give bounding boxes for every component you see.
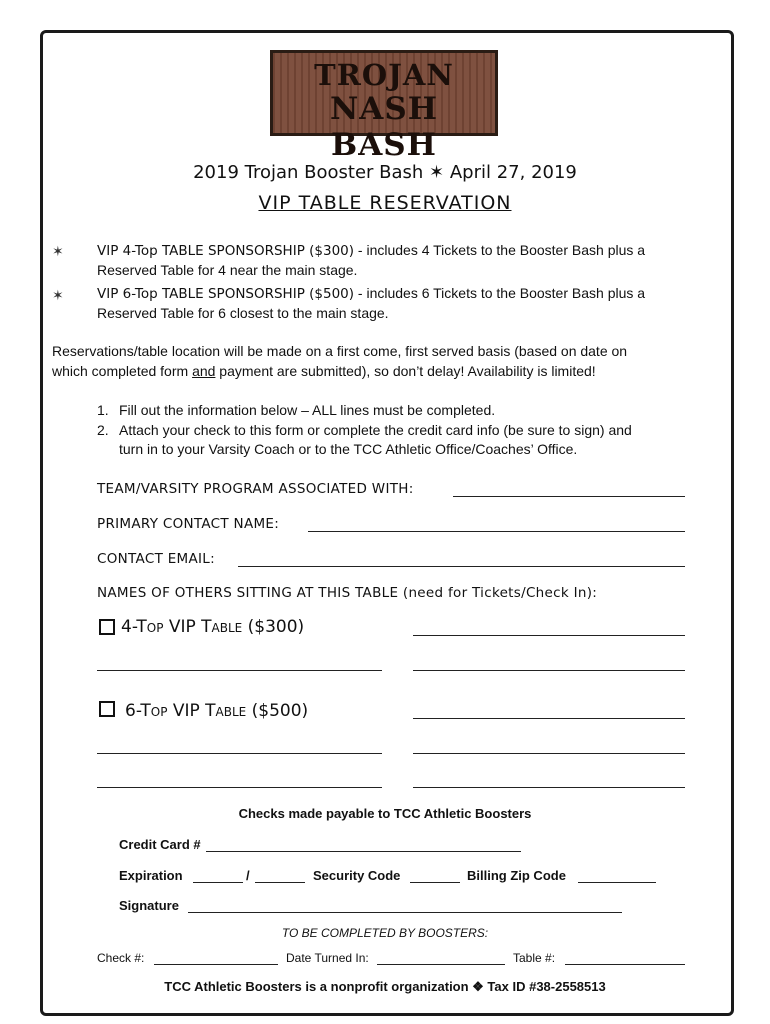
date-turned-in-label: Date Turned In: <box>286 951 369 965</box>
team-program-field[interactable] <box>453 496 685 497</box>
6top-table-label: 6-Top VIP Table ($500) <box>125 701 309 721</box>
guest-name-field[interactable] <box>413 753 685 754</box>
billing-zip-field[interactable] <box>578 882 656 883</box>
sponsorship-6top-desc: - includes 6 Tickets to the Booster Bash plus a <box>357 285 646 301</box>
guest-name-field[interactable] <box>413 718 685 719</box>
event-date-line: 2019 Trojan Booster Bash ✶ April 27, 2019 <box>193 162 577 183</box>
step-2-text-cont: turn in to your Varsity Coach or to the TCC Athletic Office/Coaches’ Office. <box>119 441 578 457</box>
star-bullet-icon: ✶ <box>52 243 64 259</box>
expiration-month-field[interactable] <box>193 882 243 883</box>
team-program-label: TEAM/VARSITY PROGRAM ASSOCIATED WITH: <box>97 481 414 497</box>
signature-field[interactable] <box>188 912 622 913</box>
credit-card-field[interactable] <box>206 851 521 852</box>
check-number-field[interactable] <box>154 964 278 965</box>
expiration-label: Expiration <box>119 868 183 883</box>
sponsorship-6top-line2: Reserved Table for 6 closest to the main stage. <box>97 305 389 321</box>
sponsorship-4top-line1 <box>97 242 645 259</box>
logo-line-1: TROJAN <box>314 58 454 92</box>
guest-name-field[interactable] <box>97 787 382 788</box>
sponsorship-4top-name: VIP 4-Top TABLE SPONSORSHIP ($300) <box>97 243 355 259</box>
credit-card-label: Credit Card # <box>119 837 201 852</box>
contact-email-label: CONTACT EMAIL: <box>97 551 215 567</box>
page-title: VIP TABLE RESERVATION <box>258 192 512 214</box>
guest-name-field[interactable] <box>97 670 382 671</box>
reservation-note-emphasis: and <box>192 363 216 379</box>
expiration-slash: / <box>246 868 250 883</box>
reservation-note-c: payment are submitted), so don’t delay! Availability is limited! <box>215 363 596 379</box>
footer-nonprofit: TCC Athletic Boosters is a nonprofit organization ❖ Tax ID #38-2558513 <box>164 979 606 994</box>
step-1-number: 1. <box>97 402 109 418</box>
checks-payable-note: Checks made payable to TCC Athletic Boosters <box>238 806 532 821</box>
reservation-note-a: which completed form <box>52 363 193 379</box>
sponsorship-6top-name: VIP 6-Top TABLE SPONSORSHIP ($500) <box>97 286 355 302</box>
guest-name-field[interactable] <box>97 753 382 754</box>
step-2-text: Attach your check to this form or complete the credit card info (be sure to sign) and <box>119 422 632 438</box>
security-code-label: Security Code <box>313 868 401 883</box>
trojan-nash-bash-logo <box>270 50 498 163</box>
primary-contact-label: PRIMARY CONTACT NAME: <box>97 516 280 532</box>
names-others-label: NAMES OF OTHERS SITTING AT THIS TABLE (need for Tickets/Check In): <box>97 585 598 601</box>
reservation-note-line1: Reservations/table location will be made on a first come, first served basis (based on date on <box>52 343 628 359</box>
sponsorship-4top-line2: Reserved Table for 4 near the main stage. <box>97 262 358 278</box>
billing-zip-label: Billing Zip Code <box>467 868 566 883</box>
table-number-label: Table #: <box>513 951 556 965</box>
guest-name-field[interactable] <box>413 787 685 788</box>
reservation-note-line2 <box>52 363 596 379</box>
guest-name-field[interactable] <box>413 635 685 636</box>
step-1-text: Fill out the information below – ALL lines must be completed. <box>119 402 496 418</box>
4top-table-label: 4-Top VIP Table ($300) <box>121 617 305 637</box>
sponsorship-6top-line1 <box>97 285 645 302</box>
check-number-label: Check #: <box>97 951 145 965</box>
guest-name-field[interactable] <box>413 670 685 671</box>
date-turned-in-field[interactable] <box>377 964 505 965</box>
contact-email-field[interactable] <box>238 566 685 567</box>
signature-label: Signature <box>119 898 179 913</box>
boosters-heading: TO BE COMPLETED BY BOOSTERS: <box>281 926 489 940</box>
security-code-field[interactable] <box>410 882 460 883</box>
primary-contact-field[interactable] <box>308 531 685 532</box>
sponsorship-4top-desc: - includes 4 Tickets to the Booster Bash plus a <box>357 242 646 258</box>
star-bullet-icon: ✶ <box>52 287 64 303</box>
step-2-number: 2. <box>97 422 109 438</box>
table-number-field[interactable] <box>565 964 685 965</box>
4top-table-checkbox[interactable] <box>99 619 115 635</box>
logo-line-2: NASH BASH <box>329 91 439 163</box>
expiration-year-field[interactable] <box>255 882 305 883</box>
6top-table-checkbox[interactable] <box>99 701 115 717</box>
